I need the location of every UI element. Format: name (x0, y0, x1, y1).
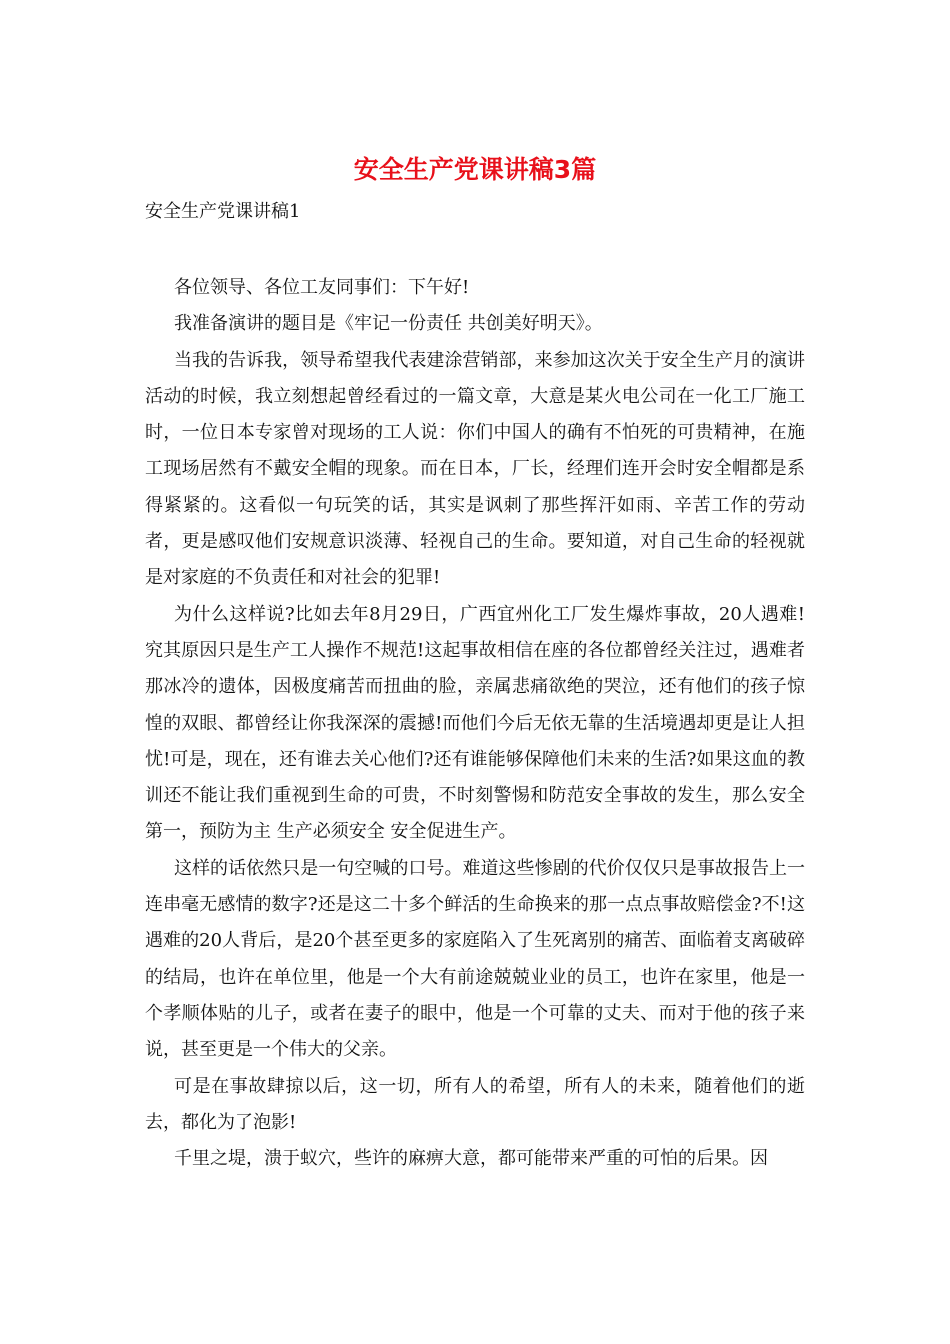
paragraph: 为什么这样说?比如去年8月29日，广西宜州化工厂发生爆炸事故，20人遇难!究其原因只是生产工人操作不规范!这起事故相信在座的各位都曾经关注过，遇难者那冰冷的遗体，因极度痛苦而扭曲的脸，亲属悲痛欲绝的哭泣，还有他们的孩子惊惶的双眼、都曾经让你我深深的震撼!而他们今后无依无靠的生活境遇却更是让人担忧!可是，现在，还有谁去关心他们?还有谁能够保障他们未来的生活?如果这血的教训还不能让我们重视到生命的可贵，不时刻警惕和防范安全事故的发生，那么安全第一，预防为主 生产必须安全 安全促进生产。 (145, 603, 805, 843)
paragraph: 当我的告诉我，领导希望我代表建涂营销部，来参加这次关于安全生产月的演讲活动的时候，我立刻想起曾经看过的一篇文章，大意是某火电公司在一化工厂施工时，一位日本专家曾对现场的工人说：你们中国人的确有不怕死的可贵精神，在施工现场居然有不戴安全帽的现象。而在日本，厂长，经理们连开会时安全帽都是系得紧紧的。这看似一句玩笑的话，其实是讽刺了那些挥汗如雨、辛苦工作的劳动者，更是感叹他们安规意识淡薄、轻视自己的生命。要知道，对自己生命的轻视就是对家庭的不负责任和对社会的犯罪! (145, 349, 805, 589)
paragraph: 可是在事故肆掠以后，这一切，所有人的希望，所有人的未来，随着他们的逝去，都化为了泡影! (145, 1075, 805, 1133)
paragraph: 各位领导、各位工友同事们：下午好! (174, 277, 470, 298)
body-text (145, 270, 805, 1177)
paragraph: 这样的话依然只是一句空喊的口号。难道这些惨剧的代价仅仅只是事故报告上一连串毫无感情的数字?还是这二十多个鲜活的生命换来的那一点点事故赔偿金?不!这遇难的20人背后，是20个甚至更多的家庭陷入了生死离别的痛苦、面临着支离破碎的结局，也许在单位里，他是一个大有前途兢兢业业的员工，也许在家里，他是一个孝顺体贴的儿子，或者在妻子的眼中，他是一个可靠的丈夫、而对于他的孩子来说，甚至更是一个伟大的父亲。 (145, 857, 805, 1061)
document-title: 安全生产党课讲稿3篇 (353, 155, 597, 184)
paragraph: 千里之堤，溃于蚁穴，些许的麻痹大意，都可能带来严重的可怕的后果。因 (174, 1148, 768, 1170)
paragraph: 我准备演讲的题目是《牢记一份责任 共创美好明天》。 (174, 313, 603, 335)
section-heading: 安全生产党课讲稿1 (145, 201, 301, 222)
